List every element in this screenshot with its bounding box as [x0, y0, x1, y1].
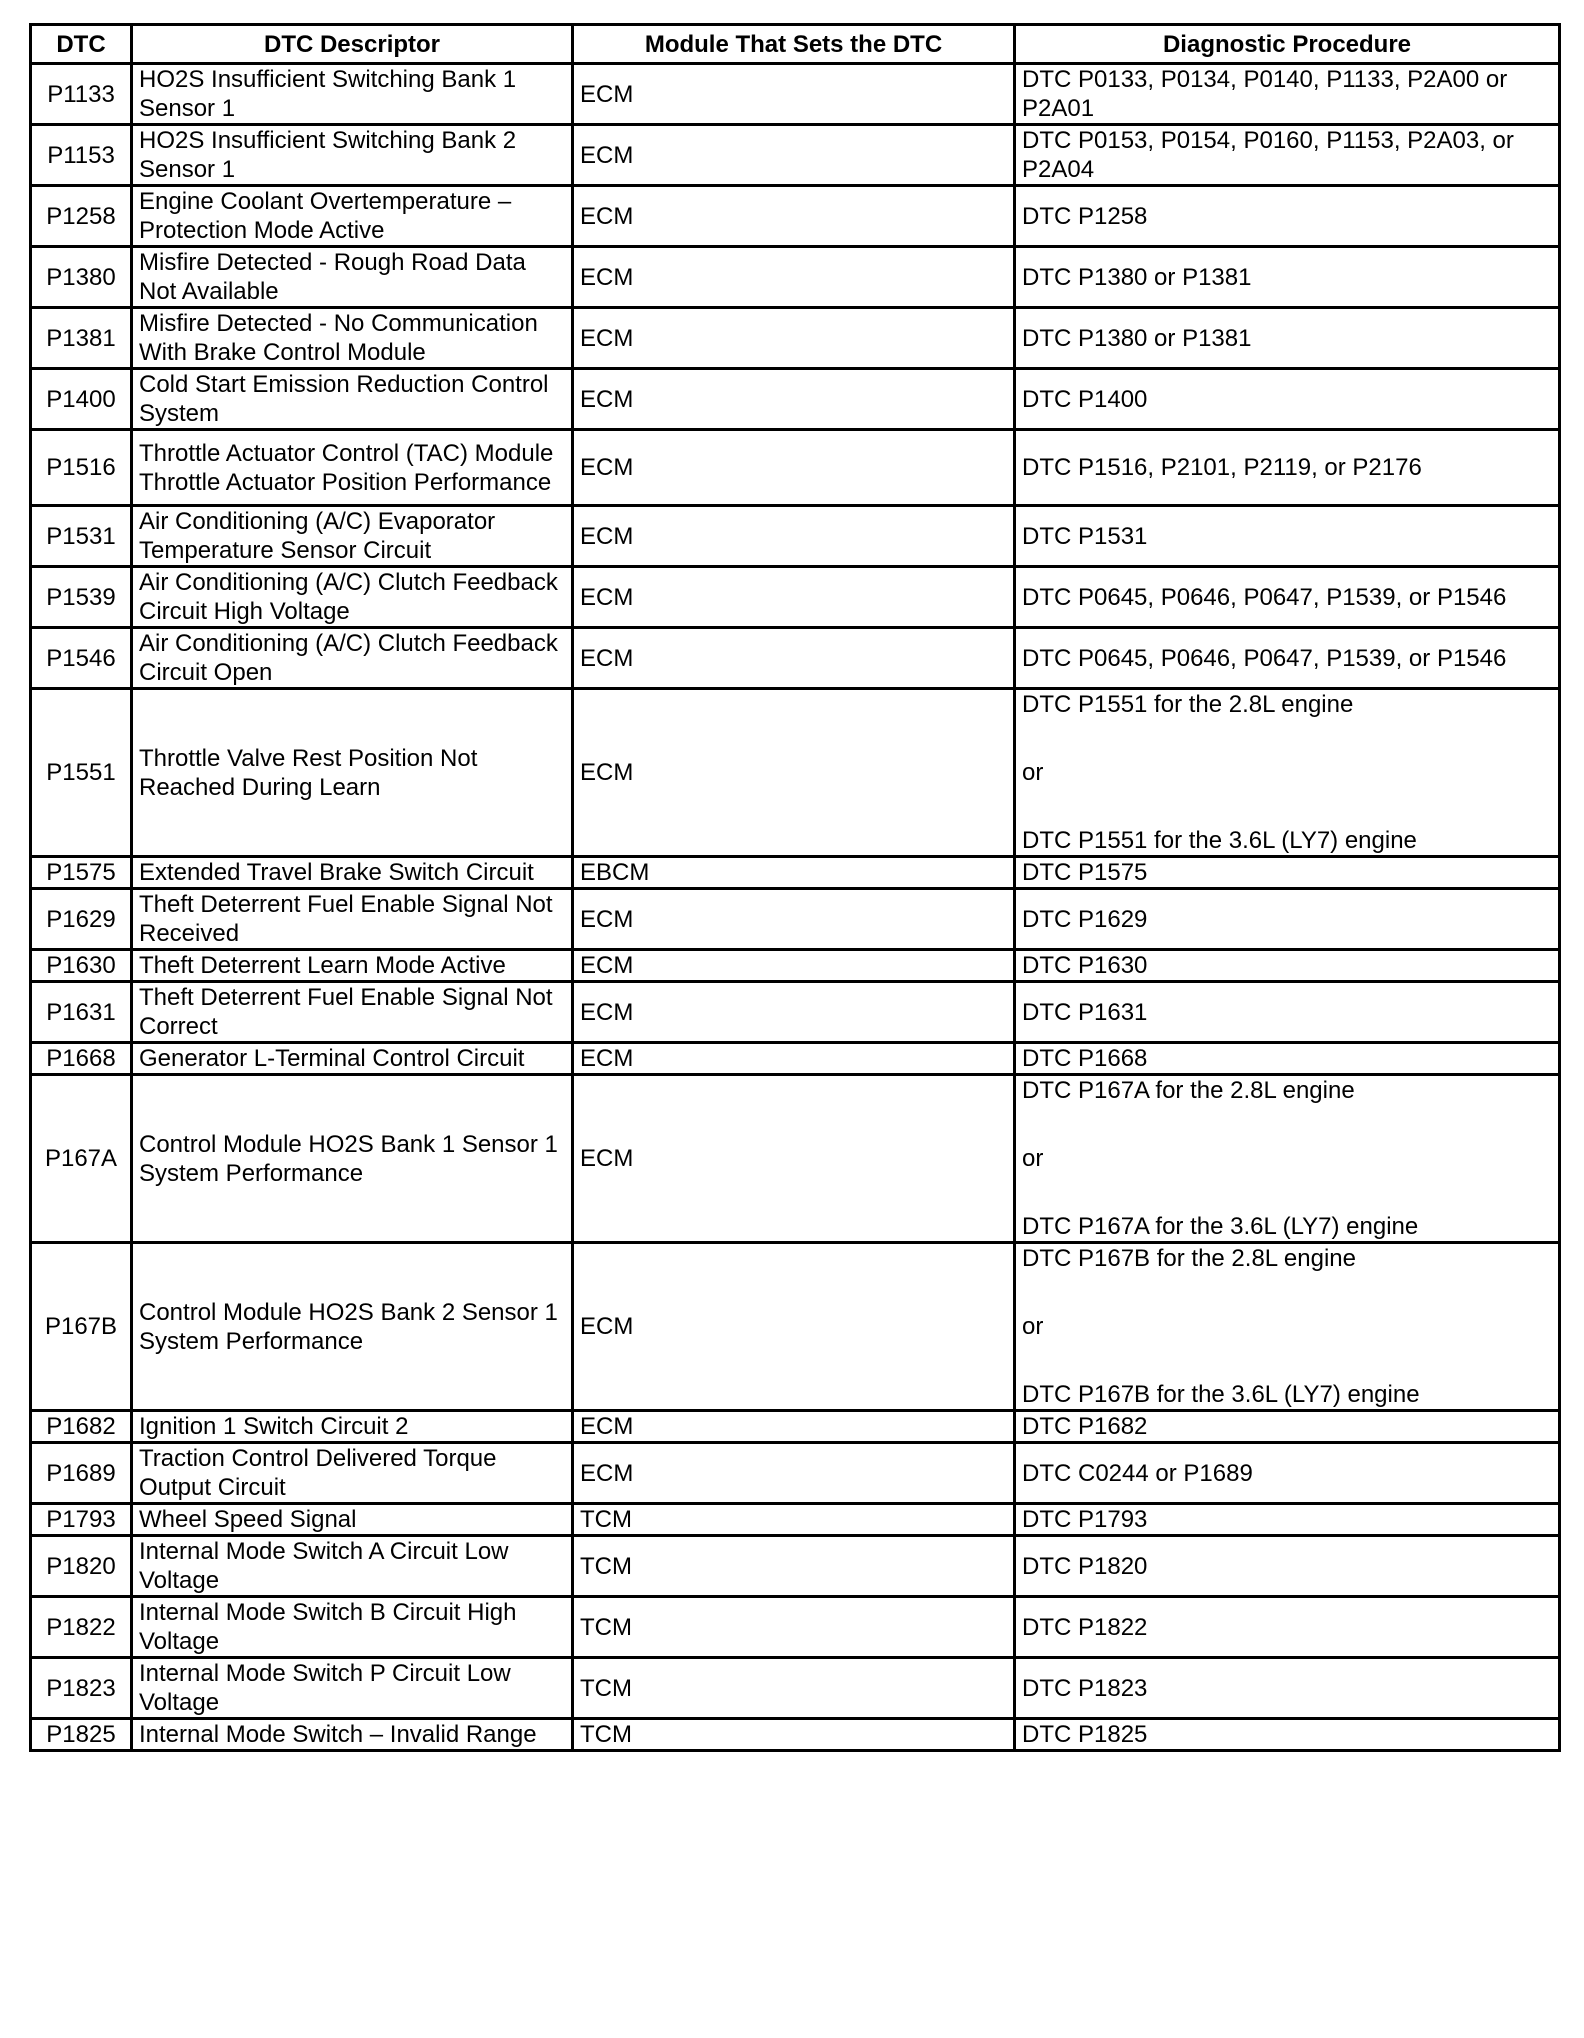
dtc-code-cell: P1516: [31, 430, 132, 506]
diagnostic-procedure-cell: [1015, 1536, 1560, 1597]
procedure-spacer: [1022, 1341, 1553, 1380]
dtc-descriptor-cell: HO2S Insufficient Switching Bank 2 Sensor 1: [132, 125, 573, 186]
module-cell: TCM: [573, 1504, 1015, 1536]
diagnostic-procedure-cell: [1015, 1043, 1560, 1075]
table-row: [31, 982, 1560, 1043]
diagnostic-procedure-cell: [1015, 1243, 1560, 1411]
table-row: [31, 186, 1560, 247]
diagnostic-procedure-cell: [1015, 982, 1560, 1043]
table-row: [31, 64, 1560, 125]
procedure-line: DTC P1380 or P1381: [1022, 263, 1252, 291]
procedure-spacer: [1022, 1105, 1553, 1144]
header-row: [31, 25, 1560, 64]
procedure-line: DTC P1822: [1022, 1613, 1148, 1641]
diagnostic-procedure-cell: [1015, 369, 1560, 430]
dtc-code-cell: P1400: [31, 369, 132, 430]
diagnostic-procedure-cell: [1015, 950, 1560, 982]
table-body: [31, 64, 1560, 1751]
table-row: [31, 1504, 1560, 1536]
diagnostic-procedure-cell: [1015, 1411, 1560, 1443]
module-cell: ECM: [573, 1411, 1015, 1443]
dtc-descriptor-cell: Ignition 1 Switch Circuit 2: [132, 1411, 573, 1443]
module-cell: ECM: [573, 567, 1015, 628]
module-cell: ECM: [573, 308, 1015, 369]
table-row: [31, 857, 1560, 889]
dtc-code-cell: P1539: [31, 567, 132, 628]
procedure-line: DTC P167A for the 3.6L (LY7) engine: [1022, 1213, 1419, 1240]
module-cell: ECM: [573, 689, 1015, 857]
dtc-code-cell: P1630: [31, 950, 132, 982]
table-row: [31, 125, 1560, 186]
diagnostic-procedure-cell: [1015, 628, 1560, 689]
diagnostic-procedure-cell: [1015, 430, 1560, 506]
procedure-line: DTC P167B for the 2.8L engine: [1022, 1245, 1356, 1272]
dtc-descriptor-cell: Internal Mode Switch A Circuit Low Voltage: [132, 1536, 573, 1597]
header-dtc: DTC: [31, 25, 132, 64]
module-cell: ECM: [573, 1043, 1015, 1075]
procedure-line: DTC P1668: [1022, 1045, 1148, 1072]
dtc-code-cell: P167A: [31, 1075, 132, 1243]
module-cell: TCM: [573, 1597, 1015, 1658]
diagnostic-procedure-cell: [1015, 1504, 1560, 1536]
header-module: Module That Sets the DTC: [573, 25, 1015, 64]
dtc-code-cell: P1546: [31, 628, 132, 689]
dtc-descriptor-cell: Throttle Actuator Control (TAC) Module Throttle Actuator Position Performance: [132, 430, 573, 506]
table-row: [31, 1443, 1560, 1504]
dtc-descriptor-cell: Generator L-Terminal Control Circuit: [132, 1043, 573, 1075]
table-row: [31, 1597, 1560, 1658]
table-row: [31, 889, 1560, 950]
module-cell: ECM: [573, 125, 1015, 186]
diagnostic-procedure-cell: [1015, 567, 1560, 628]
dtc-code-cell: P1668: [31, 1043, 132, 1075]
procedure-line: DTC P1630: [1022, 952, 1148, 979]
table-row: [31, 1411, 1560, 1443]
table-row: [31, 308, 1560, 369]
module-cell: ECM: [573, 889, 1015, 950]
dtc-descriptor-cell: HO2S Insufficient Switching Bank 1 Sensor 1: [132, 64, 573, 125]
procedure-line: DTC P1629: [1022, 905, 1148, 933]
table-row: [31, 506, 1560, 567]
procedure-line: DTC P167A for the 2.8L engine: [1022, 1077, 1355, 1104]
table-row: [31, 247, 1560, 308]
dtc-descriptor-cell: Wheel Speed Signal: [132, 1504, 573, 1536]
header-descriptor: DTC Descriptor: [132, 25, 573, 64]
procedure-line: or: [1022, 1313, 1044, 1340]
procedure-line: DTC P1380 or P1381: [1022, 324, 1252, 352]
dtc-table: [29, 23, 1561, 1752]
module-cell: TCM: [573, 1658, 1015, 1719]
dtc-descriptor-cell: Engine Coolant Overtemperature – Protection Mode Active: [132, 186, 573, 247]
procedure-line: or: [1022, 759, 1044, 786]
module-cell: TCM: [573, 1536, 1015, 1597]
module-cell: ECM: [573, 369, 1015, 430]
dtc-descriptor-cell: Air Conditioning (A/C) Evaporator Temperature Sensor Circuit: [132, 506, 573, 567]
dtc-code-cell: P1822: [31, 1597, 132, 1658]
dtc-descriptor-cell: Internal Mode Switch P Circuit Low Voltage: [132, 1658, 573, 1719]
dtc-descriptor-cell: Air Conditioning (A/C) Clutch Feedback Circuit High Voltage: [132, 567, 573, 628]
diagnostic-procedure-cell: [1015, 857, 1560, 889]
diagnostic-procedure-cell: [1015, 1719, 1560, 1751]
procedure-line: DTC P1258: [1022, 202, 1148, 230]
diagnostic-procedure-cell: [1015, 1597, 1560, 1658]
module-cell: ECM: [573, 1243, 1015, 1411]
dtc-code-cell: P1153: [31, 125, 132, 186]
dtc-code-cell: P1258: [31, 186, 132, 247]
diagnostic-procedure-cell: [1015, 1658, 1560, 1719]
dtc-code-cell: P1575: [31, 857, 132, 889]
dtc-descriptor-cell: Misfire Detected - No Communication With Brake Control Module: [132, 308, 573, 369]
dtc-code-cell: P1380: [31, 247, 132, 308]
table-row: [31, 369, 1560, 430]
procedure-line: DTC P0645, P0646, P0647, P1539, or P1546: [1022, 644, 1507, 672]
dtc-code-cell: P1631: [31, 982, 132, 1043]
module-cell: ECM: [573, 1443, 1015, 1504]
module-cell: ECM: [573, 628, 1015, 689]
dtc-descriptor-cell: Throttle Valve Rest Position Not Reached During Learn: [132, 689, 573, 857]
dtc-code-cell: P1820: [31, 1536, 132, 1597]
dtc-descriptor-cell: Traction Control Delivered Torque Output Circuit: [132, 1443, 573, 1504]
dtc-descriptor-cell: Misfire Detected - Rough Road Data Not Available: [132, 247, 573, 308]
procedure-spacer: [1022, 787, 1553, 826]
diagnostic-procedure-cell: [1015, 125, 1560, 186]
module-cell: ECM: [573, 186, 1015, 247]
module-cell: ECM: [573, 950, 1015, 982]
procedure-line: DTC P1823: [1022, 1674, 1148, 1702]
table-row: [31, 1075, 1560, 1243]
procedure-spacer: [1022, 1273, 1553, 1312]
table-row: [31, 1719, 1560, 1751]
procedure-line: DTC P1682: [1022, 1413, 1148, 1440]
dtc-code-cell: P1825: [31, 1719, 132, 1751]
header-procedure: Diagnostic Procedure: [1015, 25, 1560, 64]
table-row: [31, 1243, 1560, 1411]
diagnostic-procedure-cell: [1015, 64, 1560, 125]
procedure-line: DTC P0645, P0646, P0647, P1539, or P1546: [1022, 583, 1507, 611]
procedure-line: DTC P0153, P0154, P0160, P1153, P2A03, or P2A04: [1022, 127, 1514, 183]
table-row: [31, 950, 1560, 982]
procedure-line: DTC P1400: [1022, 385, 1148, 413]
dtc-code-cell: P1381: [31, 308, 132, 369]
table-row: [31, 567, 1560, 628]
procedure-line: DTC P1825: [1022, 1721, 1148, 1748]
module-cell: ECM: [573, 430, 1015, 506]
table-row: [31, 689, 1560, 857]
procedure-line: DTC P1516, P2101, P2119, or P2176: [1022, 454, 1422, 481]
diagnostic-procedure-cell: [1015, 689, 1560, 857]
module-cell: ECM: [573, 506, 1015, 567]
dtc-descriptor-cell: Theft Deterrent Fuel Enable Signal Not Correct: [132, 982, 573, 1043]
module-cell: ECM: [573, 247, 1015, 308]
table-row: [31, 1536, 1560, 1597]
dtc-descriptor-cell: Theft Deterrent Fuel Enable Signal Not Received: [132, 889, 573, 950]
procedure-spacer: [1022, 719, 1553, 758]
procedure-line: or: [1022, 1145, 1044, 1172]
dtc-descriptor-cell: Internal Mode Switch – Invalid Range: [132, 1719, 573, 1751]
dtc-descriptor-cell: Air Conditioning (A/C) Clutch Feedback Circuit Open: [132, 628, 573, 689]
table-row: [31, 1043, 1560, 1075]
table-header: [31, 25, 1560, 64]
dtc-code-cell: P1689: [31, 1443, 132, 1504]
procedure-line: DTC P1820: [1022, 1552, 1148, 1580]
dtc-code-cell: P1551: [31, 689, 132, 857]
dtc-code-cell: P167B: [31, 1243, 132, 1411]
diagnostic-procedure-cell: [1015, 506, 1560, 567]
table-row: [31, 628, 1560, 689]
procedure-line: DTC P1531: [1022, 522, 1148, 550]
dtc-descriptor-cell: Extended Travel Brake Switch Circuit: [132, 857, 573, 889]
procedure-line: DTC P1575: [1022, 859, 1148, 886]
diagnostic-procedure-cell: [1015, 1075, 1560, 1243]
dtc-code-cell: P1133: [31, 64, 132, 125]
dtc-code-cell: P1629: [31, 889, 132, 950]
dtc-code-cell: P1531: [31, 506, 132, 567]
procedure-line: DTC P1551 for the 2.8L engine: [1022, 691, 1354, 718]
dtc-descriptor-cell: Cold Start Emission Reduction Control System: [132, 369, 573, 430]
diagnostic-procedure-cell: [1015, 889, 1560, 950]
procedure-line: DTC P0133, P0134, P0140, P1133, P2A00 or P2A01: [1022, 66, 1508, 122]
procedure-line: DTC P1793: [1022, 1506, 1148, 1533]
diagnostic-procedure-cell: [1015, 186, 1560, 247]
diagnostic-procedure-cell: [1015, 308, 1560, 369]
diagnostic-procedure-cell: [1015, 247, 1560, 308]
dtc-descriptor-cell: Control Module HO2S Bank 2 Sensor 1 System Performance: [132, 1243, 573, 1411]
module-cell: ECM: [573, 64, 1015, 125]
module-cell: TCM: [573, 1719, 1015, 1751]
table-row: [31, 1658, 1560, 1719]
module-cell: ECM: [573, 1075, 1015, 1243]
table-row: [31, 430, 1560, 506]
dtc-descriptor-cell: Internal Mode Switch B Circuit High Voltage: [132, 1597, 573, 1658]
procedure-line: DTC P167B for the 3.6L (LY7) engine: [1022, 1381, 1420, 1408]
procedure-spacer: [1022, 1173, 1553, 1212]
dtc-code-cell: P1682: [31, 1411, 132, 1443]
diagnostic-procedure-cell: [1015, 1443, 1560, 1504]
procedure-line: DTC P1631: [1022, 998, 1148, 1026]
procedure-line: DTC P1551 for the 3.6L (LY7) engine: [1022, 827, 1417, 854]
dtc-descriptor-cell: Control Module HO2S Bank 1 Sensor 1 System Performance: [132, 1075, 573, 1243]
module-cell: ECM: [573, 982, 1015, 1043]
procedure-line: DTC C0244 or P1689: [1022, 1459, 1253, 1487]
module-cell: EBCM: [573, 857, 1015, 889]
dtc-descriptor-cell: Theft Deterrent Learn Mode Active: [132, 950, 573, 982]
dtc-code-cell: P1823: [31, 1658, 132, 1719]
dtc-code-cell: P1793: [31, 1504, 132, 1536]
